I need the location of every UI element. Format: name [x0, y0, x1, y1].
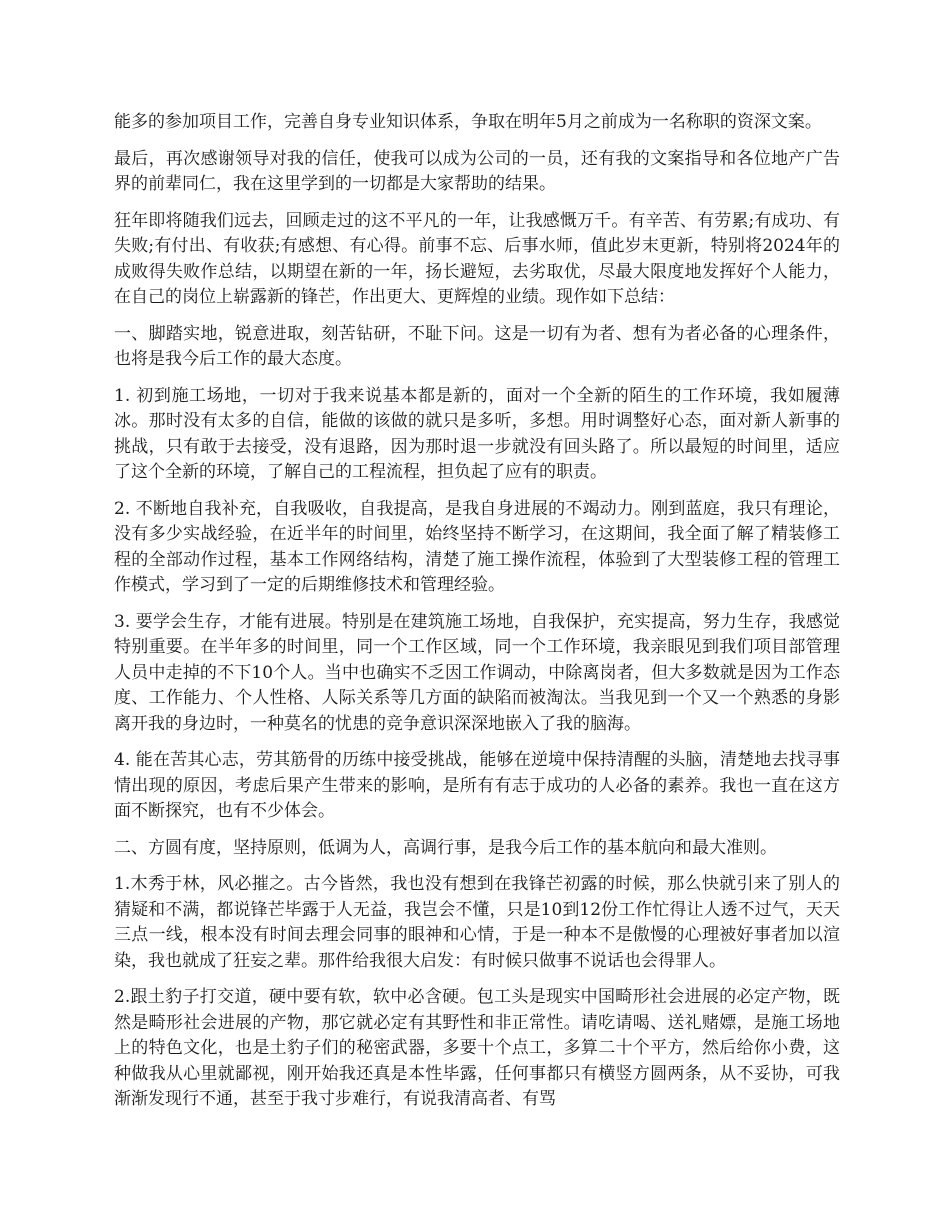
document-body	[114, 110, 840, 1124]
paragraph: 2.跟土豹子打交道，硬中要有软，软中必含硬。包工头是现实中国畸形社会进展的必定产物，既然是畸形社会进展的产物，那它就必定有其野性和非正常性。请吃请喝、送礼赌嫖，是施工场地上的特色文化，也是土豹子们的秘密武器，多要十个点工，多算二十个平方，然后给你小费，这种做我从心里就鄙视，刚开始我还真是本性毕露，任何事都只有横竖方圆两条，从不妥协，可我渐渐发现行不通，甚至于我寸步难行，有说我清高者、有骂	[114, 987, 840, 1109]
paragraph: 1.木秀于林，风必摧之。古今皆然，我也没有想到在我锋芒初露的时候，那么快就引来了别人的猜疑和不满，都说锋芒毕露于人无益，我岂会不懂，只是10到12份工作忙得让人透不过气，天天三点一线，根本没有时间去理会同事的眼神和心情，于是一种本不是傲慢的心理被好事者加以渲染，我也就成了狂妄之辈。那件给我很大启发：有时候只做事不说话也会得罪人。	[114, 874, 840, 971]
section-heading: 一、脚踏实地，锐意进取，刻苦钻研，不耻下问。这是一切有为者、想有为者必备的心理条件，也将是我今后工作的最大态度。	[114, 323, 840, 369]
paragraph: 最后，再次感谢领导对我的信任，使我可以成为公司的一员，还有我的文案指导和各位地产广告界的前辈同仁，我在这里学到的一切都是大家帮助的结果。	[114, 148, 840, 194]
paragraph: 3. 要学会生存，才能有进展。特别是在建筑施工场地，自我保护，充实提高，努力生存，我感觉特别重要。在半年多的时间里，同一个工作区域，同一个工作环境，我亲眼见到我们项目部管理人员中走掉的不下10个人。当中也确实不乏因工作调动，中除离岗者，但大多数就是因为工作态度、工作能力、个人性格、人际关系等几方面的缺陷而被淘汰。当我见到一个又一个熟悉的身影离开我的身边时，一种莫名的忧患的竞争意识深深地嵌入了我的脑海。	[114, 611, 840, 734]
paragraph: 2. 不断地自我补充，自我吸收，自我提高，是我自身进展的不竭动力。刚到蓝庭，我只有理论，没有多少实战经验，在近半年的时间里，始终坚持不断学习，在这期间，我全面了解了精装修工程的全部动作过程，基本工作网络结构，清楚了施工操作流程，体验到了大型装修工程的管理工作模式，学习到了一定的后期维修技术和管理经验。	[114, 498, 840, 595]
section-heading: 二、方圆有度，坚持原则，低调为人，高调行事，是我今后工作的基本航向和最大准则。	[114, 837, 777, 858]
paragraph: 1. 初到施工场地，一切对于我来说基本都是新的，面对一个全新的陌生的工作环境，我如履薄冰。那时没有太多的自信，能做的该做的就只是多听，多想。用时调整好心态，面对新人新事的挑战，只有敢于去接受，没有退路，因为那时退一步就没有回头路了。所以最短的时间里，适应了这个全新的环境，了解自己的工程流程，担负起了应有的职责。	[114, 385, 840, 482]
paragraph: 能多的参加项目工作，完善自身专业知识体系，争取在明年5月之前成为一名称职的资深文案。	[114, 112, 822, 132]
paragraph: 狂年即将随我们远去，回顾走过的这不平凡的一年，让我感慨万千。有辛苦、有劳累;有成功、有失败;有付出、有收获;有感想、有心得。前事不忘、后事水师，值此岁末更新，特别将2024年的成败得失败作总结，以期望在新的一年，扬长避短，去劣取优，尽最大限度地发挥好个人能力，在自己的岗位上崭露新的锋芒，作出更大、更辉煌的业绩。现作如下总结：	[114, 210, 840, 307]
paragraph: 4. 能在苦其心志，劳其筋骨的历练中接受挑战，能够在逆境中保持清醒的头脑，清楚地去找寻事情出现的原因，考虑后果产生带来的影响，是所有有志于成功的人必备的素养。我也一直在这方面不断探究，也有不少体会。	[114, 750, 840, 821]
